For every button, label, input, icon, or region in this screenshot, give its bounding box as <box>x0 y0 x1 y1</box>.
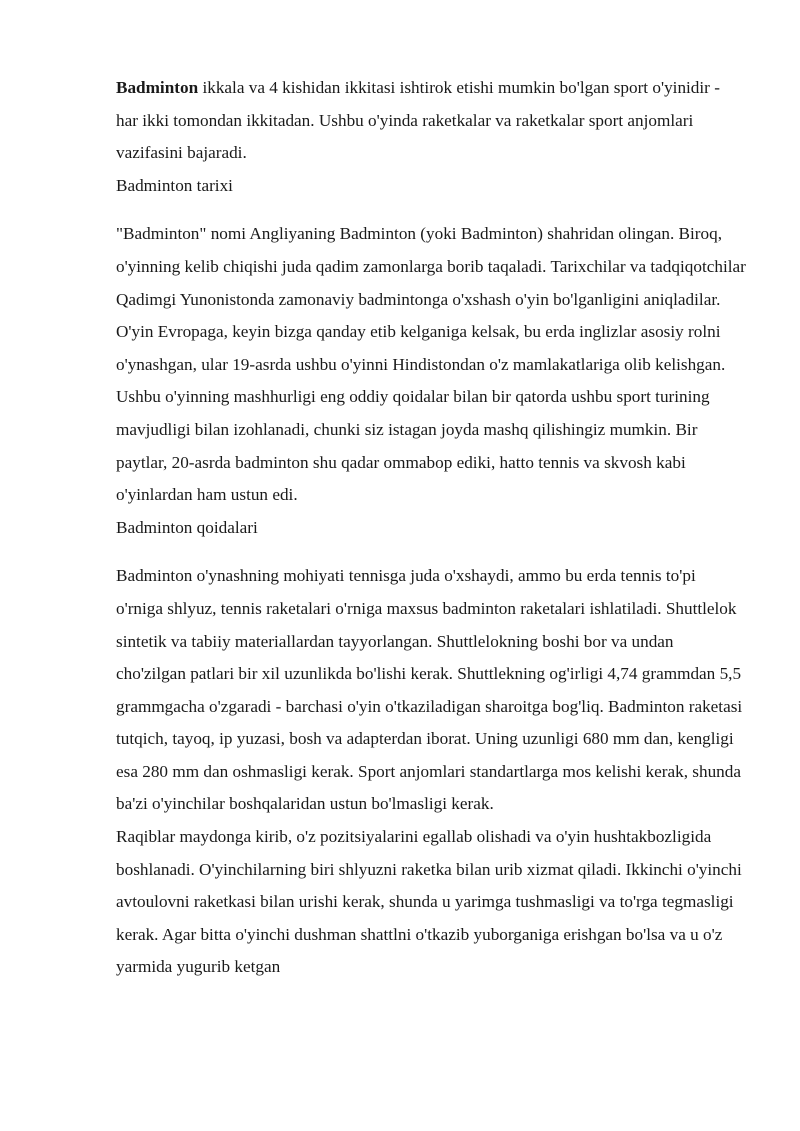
intro-paragraph <box>116 72 746 170</box>
history-paragraph: "Badminton" nomi Angliyaning Badminton (yoki Badminton) shahridan olingan. Biroq, o'yinning kelib chiqishi juda qadim zamonlarga borib taqaladi. Tarixchilar va tadqiqotchilar Qadimgi Yunonistonda zamonaviy badmintonga o'xshash o'yin bo'lganligini aniqladilar. O'yin Evropaga, keyin bizga qanday etib kelganiga kelsak, bu erda inglizlar asosiy rolni o'ynashgan, ular 19-asrda ushbu o'yinni Hindistondan o'z mamlakatlariga olib kelishgan. Ushbu o'yinning mashhurligi eng oddiy qoidalar bilan bir qatorda ushbu sport turining mavjudligi bilan izohlanadi, chunki siz istagan joyda mashq qilishingiz mumkin. Bir paytlar, 20-asrda badminton shu qadar ommabop ediki, hatto tennis va skvosh kabi o'yinlardan ham ustun edi. <box>116 224 746 505</box>
intro-text: ikkala va 4 kishidan ikkitasi ishtirok etishi mumkin bo'lgan sport o'yinidir - har ikki tomondan ikkitadan. Ushbu o'yinda raketkalar va raketkalar sport anjomlari vazifasini bajaradi. <box>116 78 720 163</box>
section-heading-history: Badminton tarixi <box>116 175 233 195</box>
rules-paragraph-1: Badminton o'ynashning mohiyati tennisga juda o'xshaydi, ammo bu erda tennis to'pi o'rniga shlyuz, tennis raketalari o'rniga maxsus badminton raketalari ishlatiladi. Shuttlelok sintetik va tabiiy materiallardan tayyorlangan. Shuttlelokning boshi bor va undan cho'zilgan patlari bir xil uzunlikda bo'lishi kerak. Shuttlekning og'irligi 4,74 grammdan 5,5 grammgacha o'zgaradi - barchasi o'yin o'tkaziladigan sharoitga bog'liq. Badminton raketasi tutqich, tayoq, ip yuzasi, bosh va adapterdan iborat. Uning uzunligi 680 mm dan, kengligi esa 280 mm dan oshmasligi kerak. Sport anjomlari standartlarga mos kelishi kerak, shunda ba'zi o'yinchilar boshqalaridan ustun bo'lmasligi kerak. <box>116 566 743 814</box>
section-heading-rules: Badminton qoidalari <box>116 517 258 537</box>
document-body <box>116 72 746 984</box>
rules-paragraph-2: Raqiblar maydonga kirib, o'z pozitsiyalarini egallab olishadi va o'yin hushtakbozligida boshlanadi. O'yinchilarning biri shlyuzni raketka bilan urib xizmat qiladi. Ikkinchi o'yinchi avtoulovni raketkasi bilan urishi kerak, shunda u yarimga tushmasligi va to'rga tegmasligi kerak. Agar bitta o'yinchi dushman shattlni o'tkazib yuborganiga erishgan bo'lsa va u o'z yarmida yugurib ketgan <box>116 827 742 977</box>
intro-bold-term: Badminton <box>116 78 199 97</box>
